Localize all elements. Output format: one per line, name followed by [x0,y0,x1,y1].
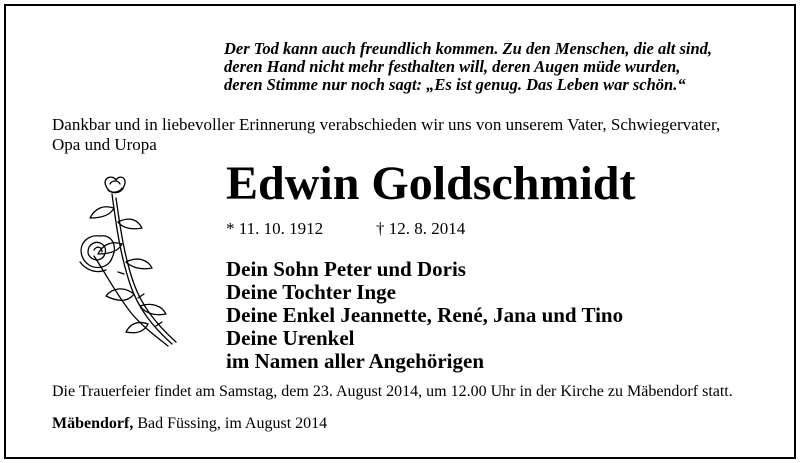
quote-line-2: deren Hand nicht mehr festhalten will, deren Augen müde wurden, [224,57,681,76]
mourner-line: Deine Tochter Inge [226,280,396,304]
quote-line-1: Der Tod kann auch freundlich kommen. Zu den Menschen, die alt sind, [224,39,713,58]
life-dates [226,219,466,239]
intro-line-2: Opa und Uropa [52,135,157,154]
obituary-notice [4,4,796,459]
place-town: Mäbendorf, [52,415,134,432]
intro-text [52,115,772,155]
funeral-notice: Die Trauerfeier findet am Samstag, dem 23. August 2014, um 12.00 Uhr in der Kirche zu Mäbendorf statt. [52,383,733,400]
death-date: † 12. 8. 2014 [376,219,466,238]
mourner-line: Dein Sohn Peter und Doris [226,257,466,281]
mourners-list [226,258,623,373]
mourner-line: Deine Urenkel [226,326,355,350]
mourner-line: im Namen aller Angehörigen [226,349,485,373]
intro-line-1: Dankbar und in liebevoller Erinnerung verabschieden wir uns von unserem Vater, Schwiegervater, [52,115,721,134]
deceased-name: Edwin Goldschmidt [226,157,636,210]
quote-line-3: deren Stimme nur noch sagt: „Es ist genug. Das Leben war schön.“ [224,75,686,94]
quote-block [224,40,764,94]
place-rest: Bad Füssing, im August 2014 [133,415,328,432]
place-and-date [52,414,327,434]
mourner-line: Deine Enkel Jeannette, René, Jana und Tino [226,303,624,327]
birth-date: * 11. 10. 1912 [226,219,324,238]
rose-icon [72,174,192,349]
